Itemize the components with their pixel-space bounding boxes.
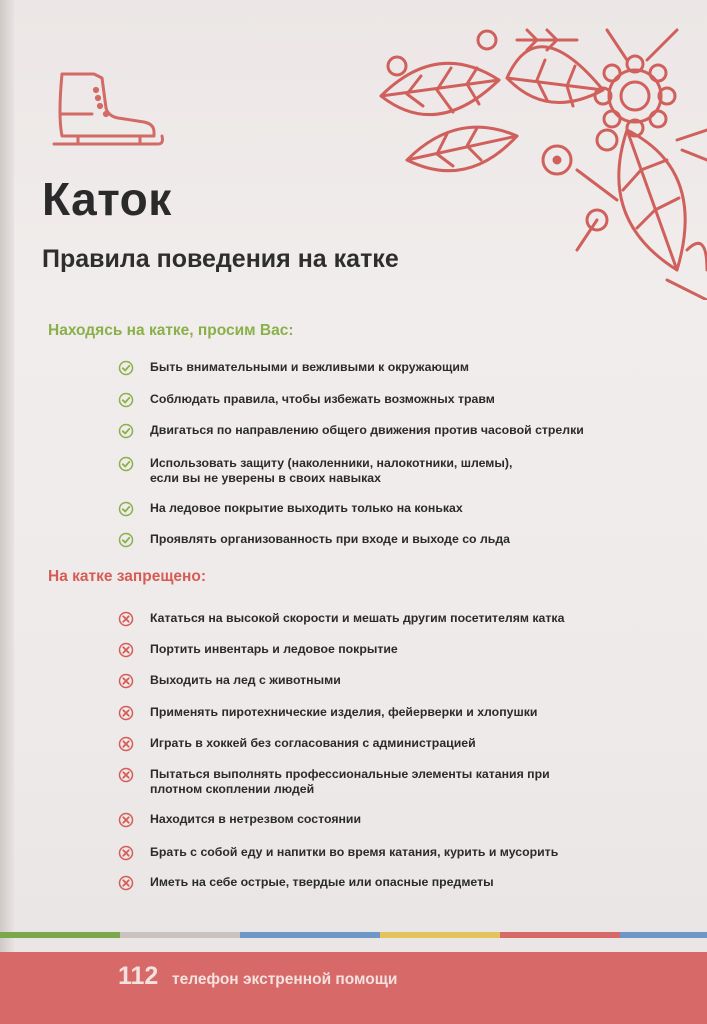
cross-circle-icon <box>118 736 134 752</box>
stripe-segment <box>620 932 707 938</box>
check-circle-icon <box>118 501 134 517</box>
forbidden-rule <box>118 642 678 658</box>
rule-text: Проявлять организованность при входе и выходе со льда <box>150 532 511 546</box>
emergency-label: телефон экстренной помощи <box>172 971 398 988</box>
forbidden-rule <box>118 673 678 689</box>
stripe-segment <box>240 932 380 938</box>
rule-text: Пытаться выполнять профессиональные элементы катания при плотном скоплении людей <box>150 767 550 796</box>
check-circle-icon <box>118 456 134 472</box>
rule-text: Использовать защиту (наколенники, налокотники, шлемы), если вы не уверены в своих навыках <box>150 456 513 485</box>
rule-text: На ледовое покрытие выходить только на коньках <box>150 501 463 515</box>
cross-circle-icon <box>118 875 134 891</box>
rule-text: Иметь на себе острые, твердые или опасные предметы <box>150 875 494 889</box>
allowed-rule <box>118 360 678 376</box>
rule-text: Соблюдать правила, чтобы избежать возможных травм <box>150 392 495 406</box>
allowed-rule <box>118 423 678 439</box>
color-stripe <box>0 932 707 938</box>
allowed-heading: Находясь на катке, просим Вас: <box>48 322 294 339</box>
forbidden-rule <box>118 875 678 891</box>
stripe-segment <box>500 932 620 938</box>
forbidden-rule <box>118 767 678 797</box>
forbidden-rule <box>118 611 678 627</box>
ice-skate-icon <box>44 66 168 150</box>
snowflake-leaves-ornament <box>377 20 707 300</box>
page-title: Каток <box>42 173 172 225</box>
cross-circle-icon <box>118 642 134 658</box>
forbidden-rule <box>118 845 678 861</box>
forbidden-rule <box>118 705 678 721</box>
allowed-rule <box>118 501 678 517</box>
cross-circle-icon <box>118 767 134 783</box>
allowed-rule <box>118 456 678 486</box>
paper-edge <box>0 0 14 1024</box>
forbidden-rule <box>118 812 678 828</box>
cross-circle-icon <box>118 705 134 721</box>
cross-circle-icon <box>118 845 134 861</box>
rule-text: Находится в нетрезвом состоянии <box>150 812 362 826</box>
forbidden-heading: На катке запрещено: <box>48 568 207 585</box>
allowed-rule <box>118 532 678 548</box>
rule-text: Быть внимательными и вежливыми к окружающим <box>150 360 469 374</box>
rule-text: Портить инвентарь и ледовое покрытие <box>150 642 398 656</box>
check-circle-icon <box>118 360 134 376</box>
rule-text: Кататься на высокой скорости и мешать другим посетителям катка <box>150 611 565 625</box>
cross-circle-icon <box>118 611 134 627</box>
check-circle-icon <box>118 392 134 408</box>
rule-text: Играть в хоккей без согласования с администрацией <box>150 736 476 750</box>
stripe-segment <box>120 932 240 938</box>
forbidden-rule <box>118 736 678 752</box>
rule-text: Брать с собой еду и напитки во время катания, курить и мусорить <box>150 845 559 859</box>
page-subtitle: Правила поведения на катке <box>42 245 399 273</box>
rule-text: Двигаться по направлению общего движения против часовой стрелки <box>150 423 584 437</box>
check-circle-icon <box>118 532 134 548</box>
emergency-number: 112 <box>118 962 159 990</box>
stripe-segment <box>380 932 500 938</box>
cross-circle-icon <box>118 673 134 689</box>
stripe-segment <box>0 932 120 938</box>
check-circle-icon <box>118 423 134 439</box>
rule-text: Применять пиротехнические изделия, фейерверки и хлопушки <box>150 705 538 719</box>
cross-circle-icon <box>118 812 134 828</box>
rule-text: Выходить на лед с животными <box>150 673 341 687</box>
allowed-rule <box>118 392 678 408</box>
